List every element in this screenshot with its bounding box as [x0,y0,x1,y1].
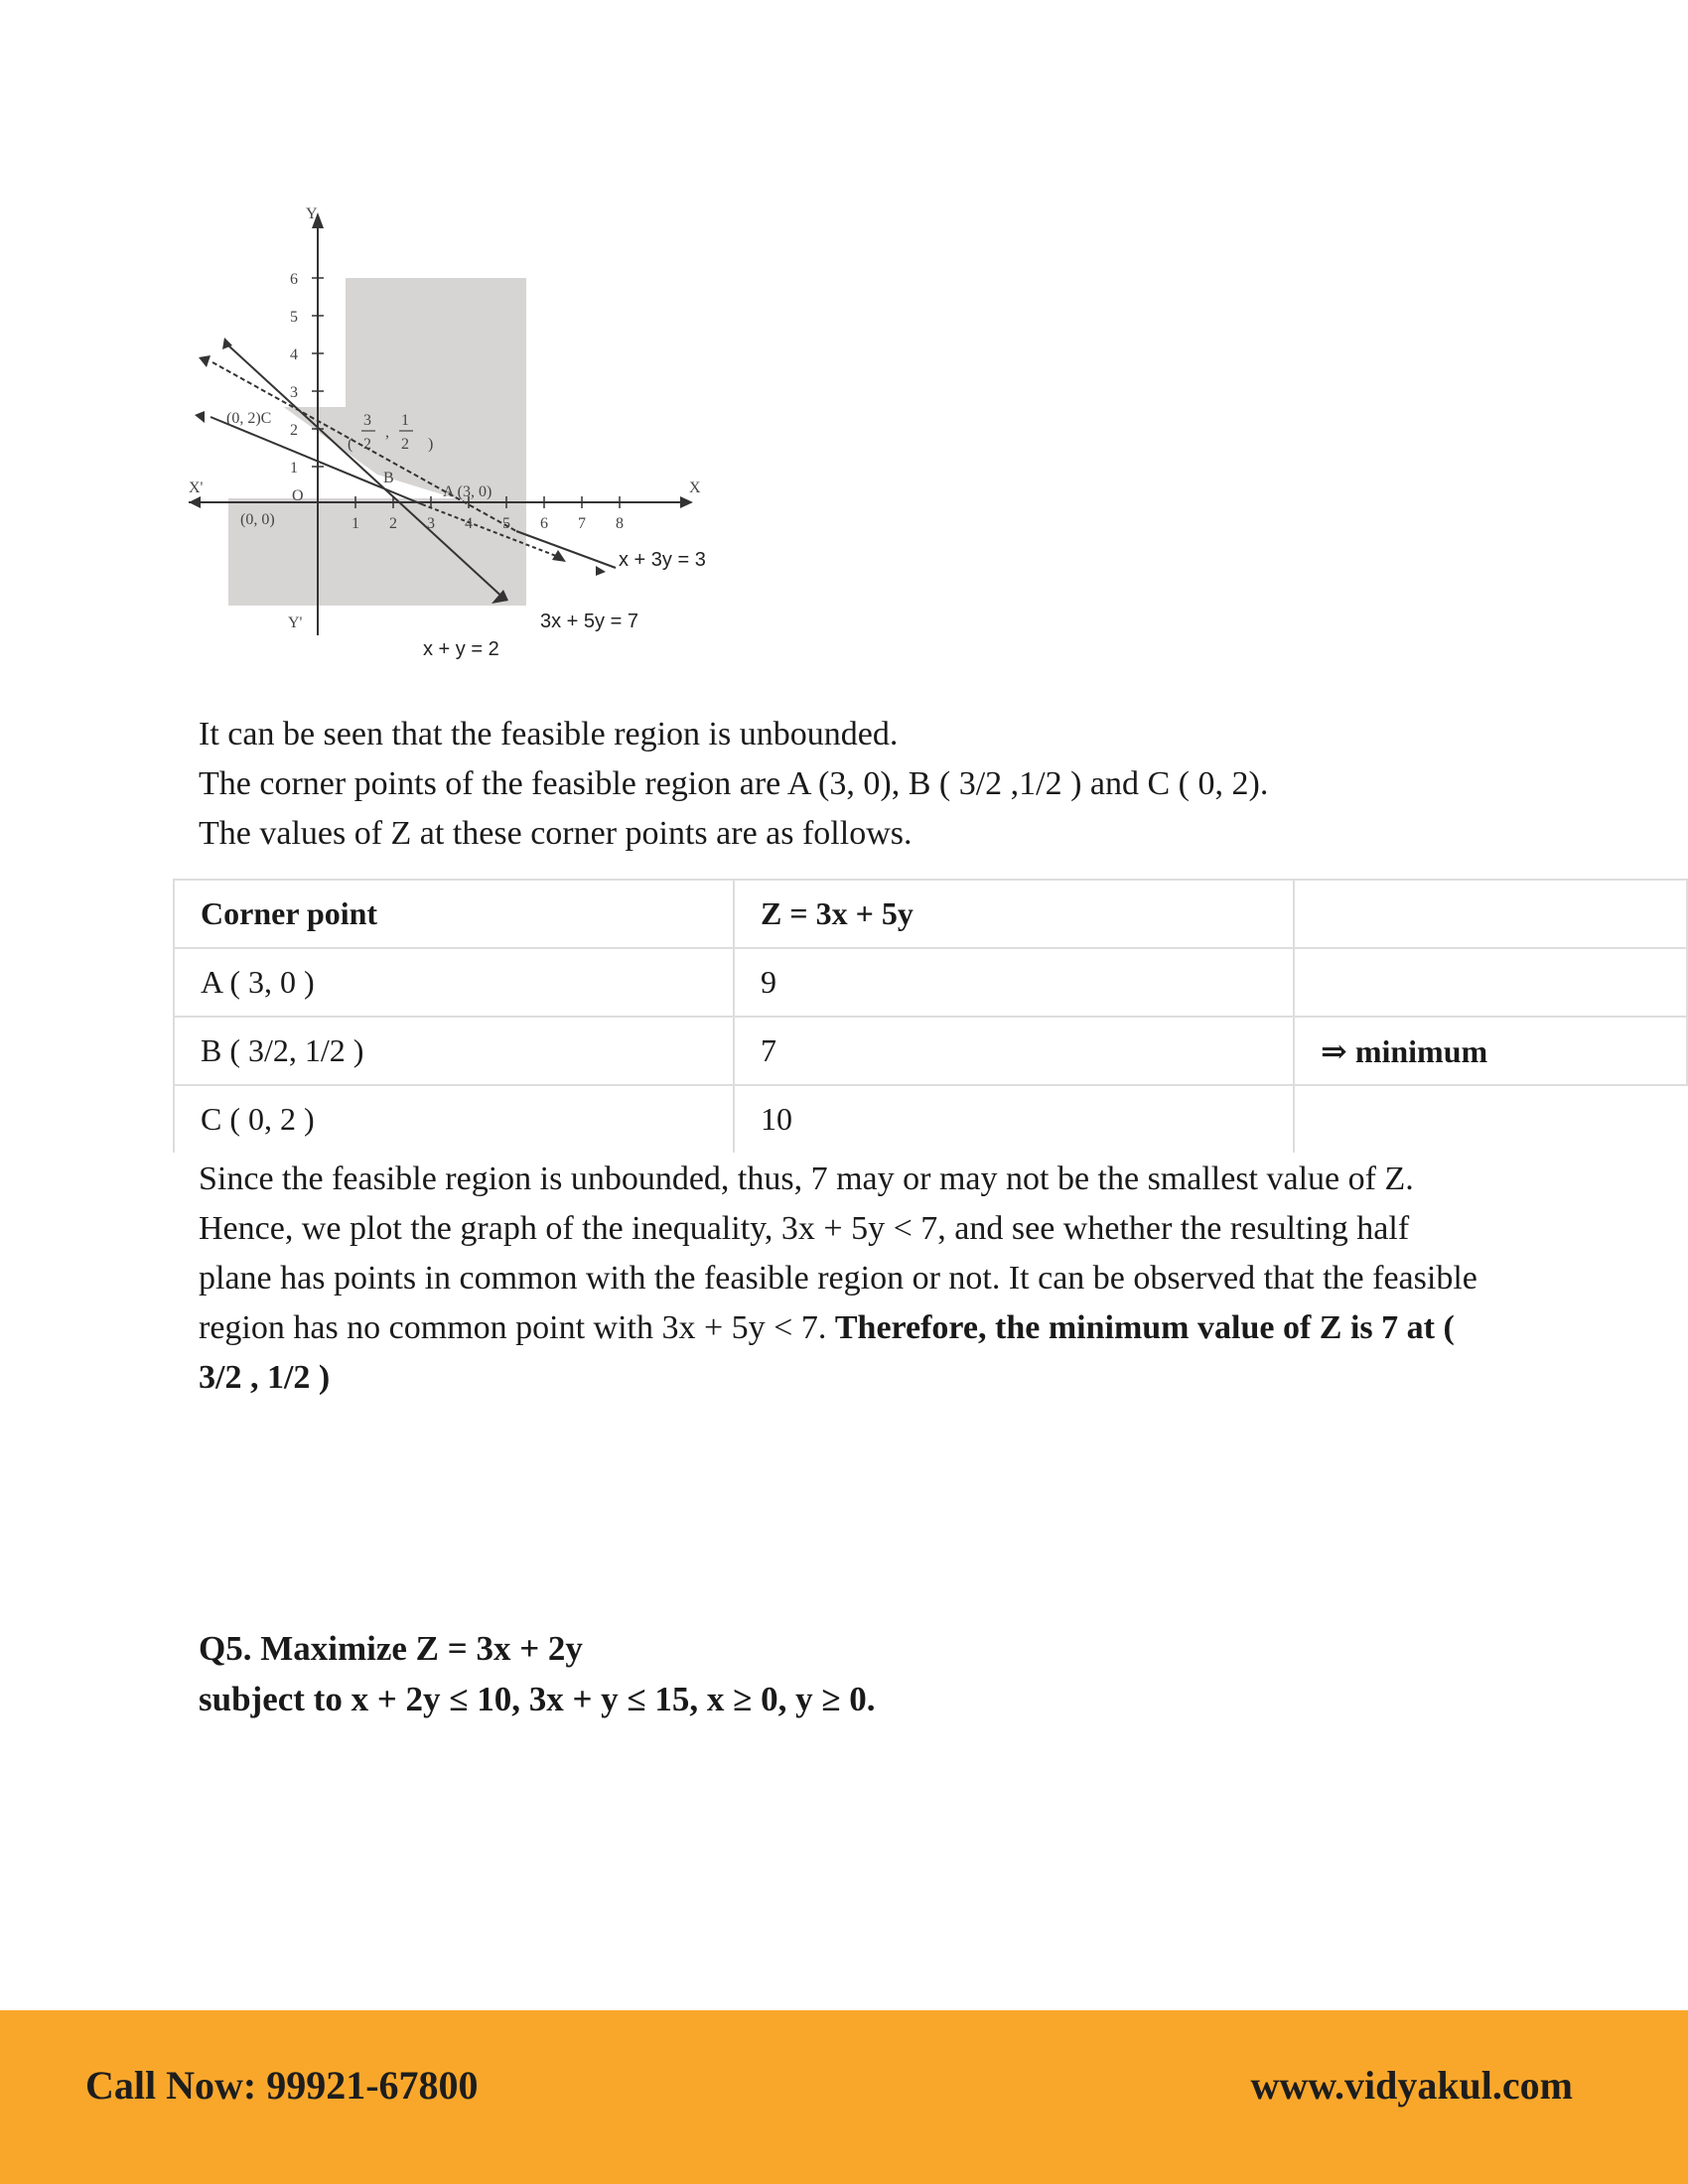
cell-z-value: 9 [734,948,1294,1017]
fraction-y-num: 1 [401,412,409,429]
footer-banner [0,2010,1688,2184]
conclusion-paragraph-2 [199,1204,1489,1403]
conclusion-result: Therefore, the minimum value of Z is 7 at ( 3/2 , 1/2 ) [199,1309,1455,1396]
cell-z-value: 10 [734,1085,1294,1153]
fraction-x-num: 3 [363,412,371,429]
axis-label-x: X [689,479,701,496]
cell-note [1294,1085,1687,1153]
header-note [1294,880,1687,948]
x-tick-label: 2 [389,515,397,532]
intro-line: It can be seen that the feasible region is unbounded. [199,716,899,752]
table-row [174,1085,1687,1153]
x-tick-label: 3 [427,515,435,532]
x-tick-label: 5 [502,515,510,532]
axis-label-x-prime: X' [189,479,204,496]
x-tick-label: 8 [616,515,624,532]
x-axis-arrow [680,496,693,508]
corner-point-table [173,879,1688,1153]
line-arrow-6 [596,566,606,576]
x-tick-label: 6 [540,515,548,532]
conclusion-normal-text: Hence, we plot the graph of the inequality, 3x + 5y < 7, and see whether the resulting half plane has points in common with the feasible region or not. It can be observed that the feasible region has no common point with 3x + 5y < 7. [199,1210,1477,1346]
axis-label-y: Y [306,205,318,222]
table-row [174,1017,1687,1085]
svg-text:,: , [385,424,389,441]
cell-note [1294,948,1687,1017]
fraction-x-den: 2 [363,436,371,453]
svg-text:(: ( [348,436,353,453]
y-tick-label: 3 [290,384,298,401]
y-tick-label: 6 [290,271,298,288]
x-axis-arrow-left [189,496,201,508]
cell-z-value: 7 [734,1017,1294,1085]
equation-x-plus-y: x + y = 2 [423,638,499,660]
x-tick-label: 1 [352,515,359,532]
svg-text:): ) [428,436,434,453]
intro-line: The corner points of the feasible region are A (3, 0), B ( 3/2 ,1/2 ) and C ( 0, 2). [199,765,1269,802]
line-arrow-1 [199,355,211,367]
y-tick-label: 2 [290,422,298,439]
question-title: Q5. Maximize Z = 3x + 2y [199,1629,583,1668]
y-tick-label: 5 [290,309,298,326]
fraction-y-den: 2 [401,436,409,453]
line-arrow-2 [195,411,205,423]
origin-coord-label: (0, 0) [240,511,275,528]
intro-line: The values of Z at these corner points are as follows. [199,815,913,852]
question-q5 [199,1623,876,1724]
intro-text [199,710,1489,859]
conclusion-paragraph-1: Since the feasible region is unbounded, thus, 7 may or may not be the smallest value of Z. [199,1160,1414,1197]
call-now-text[interactable]: Call Now: 99921-67800 [85,2063,479,2108]
cell-corner-point: B ( 3/2, 1/2 ) [174,1017,734,1085]
x-tick-label: 7 [578,515,586,532]
cell-corner-point: C ( 0, 2 ) [174,1085,734,1153]
origin-label: O [292,487,304,504]
y-tick-label: 1 [290,460,298,477]
conclusion-text [199,1155,1489,1403]
table-row [174,948,1687,1017]
line-x-plus-3y-ext [516,531,616,568]
feasible-region-graph [189,199,745,675]
table-header-row [174,880,1687,948]
point-c-label: (0, 2)C [226,410,272,427]
equation-3x-plus-5y: 3x + 5y = 7 [540,611,638,632]
graph-svg [189,199,745,675]
cell-note-minimum: ⇒ minimum [1294,1017,1687,1085]
header-corner-point: Corner point [174,880,734,948]
cell-corner-point: A ( 3, 0 ) [174,948,734,1017]
question-constraints: subject to x + 2y ≤ 10, 3x + y ≤ 15, x ≥ 0, y ≥ 0. [199,1680,876,1718]
header-z-value: Z = 3x + 5y [734,880,1294,948]
website-link[interactable]: www.vidyakul.com [1250,2063,1573,2108]
equation-x-plus-3y: x + 3y = 3 [619,549,706,571]
axis-label-y-prime: Y' [288,614,303,631]
point-a-label: A (3, 0) [443,483,492,500]
x-tick-label: 4 [465,515,473,532]
y-tick-label: 4 [290,346,298,363]
point-b-label: B [383,470,394,486]
